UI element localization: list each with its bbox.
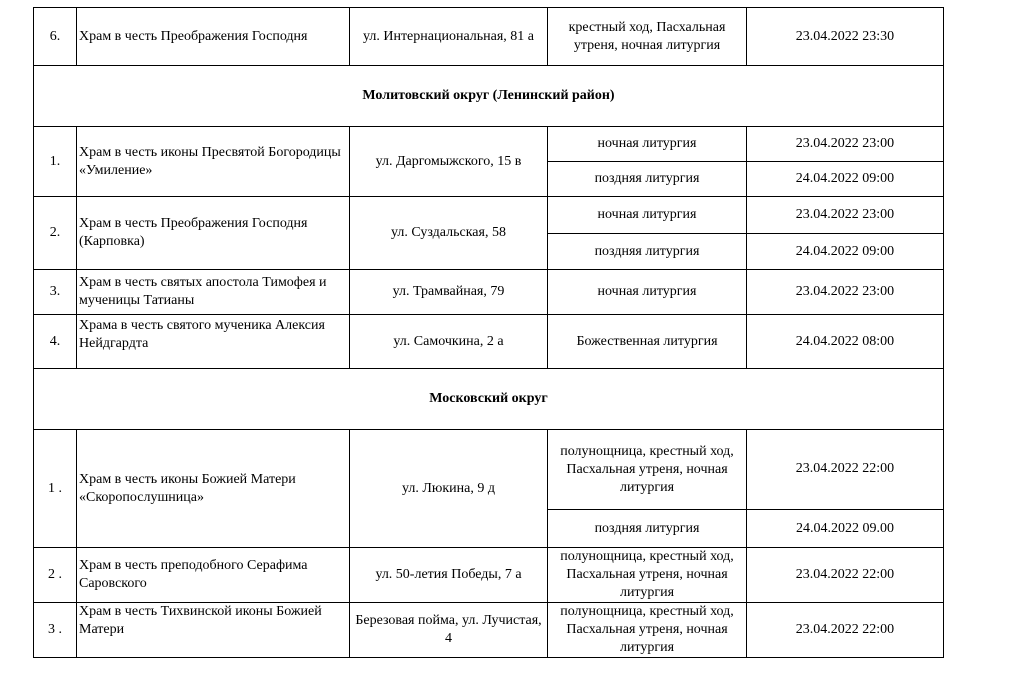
row-number: 6. xyxy=(34,8,77,66)
service-type: крестный ход, Пасхальная утреня, ночная литургия xyxy=(548,8,747,66)
service-type: полунощница, крестный ход, Пасхальная утреня, ночная литургия xyxy=(548,603,747,658)
section-header-row xyxy=(34,369,944,430)
table-row xyxy=(34,127,944,162)
service-datetime: 23.04.2022 22:00 xyxy=(747,430,944,510)
table-row xyxy=(34,430,944,510)
service-type: ночная литургия xyxy=(548,270,747,315)
service-datetime: 23.04.2022 23:00 xyxy=(747,270,944,315)
row-number: 3. xyxy=(34,270,77,315)
service-type: полунощница, крестный ход, Пасхальная утреня, ночная литургия xyxy=(548,430,747,510)
service-datetime: 24.04.2022 08:00 xyxy=(747,315,944,369)
service-datetime: 24.04.2022 09:00 xyxy=(747,234,944,270)
service-datetime: 23.04.2022 23:30 xyxy=(747,8,944,66)
church-address: ул. Самочкина, 2 а xyxy=(350,315,548,369)
service-type: полунощница, крестный ход, Пасхальная утреня, ночная литургия xyxy=(548,548,747,603)
service-datetime: 23.04.2022 22:00 xyxy=(747,548,944,603)
church-address: ул. 50-летия Победы, 7 а xyxy=(350,548,548,603)
row-number: 2. xyxy=(34,197,77,270)
church-name: Храм в честь Тихвинской иконы Божией Матери xyxy=(77,603,350,658)
row-number: 1 . xyxy=(34,430,77,548)
table-row xyxy=(34,8,944,66)
section-title: Молитовский округ (Ленинский район) xyxy=(34,66,944,127)
service-type: поздняя литургия xyxy=(548,510,747,548)
church-name: Храм в честь святых апостола Тимофея и мученицы Татианы xyxy=(77,270,350,315)
service-type: Божественная литургия xyxy=(548,315,747,369)
church-address: ул. Интернациональная, 81 а xyxy=(350,8,548,66)
service-type: ночная литургия xyxy=(548,127,747,162)
service-type: ночная литургия xyxy=(548,197,747,234)
service-datetime: 24.04.2022 09:00 xyxy=(747,162,944,197)
table-row xyxy=(34,197,944,234)
table-row xyxy=(34,548,944,603)
church-name: Храм в честь Преображения Господня (Карповка) xyxy=(77,197,350,270)
church-address: ул. Суздальская, 58 xyxy=(350,197,548,270)
section-header-row xyxy=(34,66,944,127)
service-datetime: 24.04.2022 09.00 xyxy=(747,510,944,548)
row-number: 4. xyxy=(34,315,77,369)
service-datetime: 23.04.2022 23:00 xyxy=(747,127,944,162)
table-row xyxy=(34,603,944,658)
church-name: Храма в честь святого мученика Алексия Нейдгардта xyxy=(77,315,350,369)
service-type: поздняя литургия xyxy=(548,162,747,197)
row-number: 3 . xyxy=(34,603,77,658)
church-address: ул. Даргомыжского, 15 в xyxy=(350,127,548,197)
row-number: 1. xyxy=(34,127,77,197)
service-datetime: 23.04.2022 23:00 xyxy=(747,197,944,234)
section-title: Московский округ xyxy=(34,369,944,430)
church-name: Храм в честь иконы Божией Матери «Скоропослушница» xyxy=(77,430,350,548)
church-address: ул. Трамвайная, 79 xyxy=(350,270,548,315)
table-row xyxy=(34,270,944,315)
row-number: 2 . xyxy=(34,548,77,603)
church-address: Березовая пойма, ул. Лучистая, 4 xyxy=(350,603,548,658)
schedule-table xyxy=(33,7,944,658)
church-name: Храм в честь иконы Пресвятой Богородицы «Умиление» xyxy=(77,127,350,197)
service-datetime: 23.04.2022 22:00 xyxy=(747,603,944,658)
church-name: Храм в честь преподобного Серафима Саровского xyxy=(77,548,350,603)
service-type: поздняя литургия xyxy=(548,234,747,270)
church-address: ул. Люкина, 9 д xyxy=(350,430,548,548)
table-row xyxy=(34,315,944,369)
church-name: Храм в честь Преображения Господня xyxy=(77,8,350,66)
